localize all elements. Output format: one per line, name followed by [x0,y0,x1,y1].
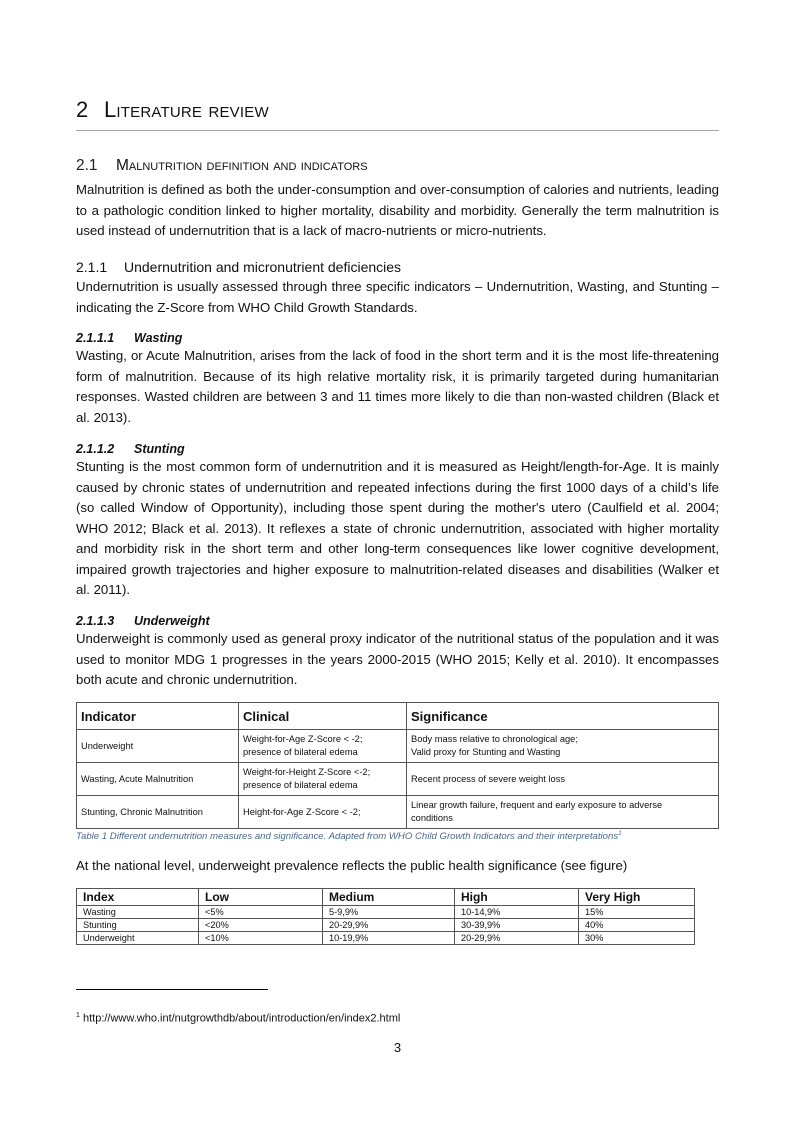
stunting-number: 2.1.1.2 [76,442,115,456]
table-header-cell: Low [199,889,323,906]
underweight-title: Underweight [134,614,210,628]
table-cell [407,763,719,796]
wasting-number: 2.1.1.1 [76,331,115,345]
underweight-paragraph: Underweight is commonly used as general proxy indicator of the nutritional status of the population and it was used to monitor MDG 1 progresses in the years 2000-2015 (WHO 2015; Kelly et al. 2010). It encompasses both acute and chronic undernutrition. [76,631,719,687]
caption-text: Table 1 Different undernutrition measures and significance. Adapted from WHO Child Growth Indicators and their interpretations [76,831,619,843]
wasting-heading [76,330,182,346]
cell-line: Weight-for-Height Z-Score <-2; [243,767,371,777]
section-heading [76,156,368,176]
table-header-cell: Medium [323,889,455,906]
table-row [77,906,695,919]
table-header-row [77,889,695,906]
table-cell: Wasting, Acute Malnutrition [77,763,239,796]
chapter-number: 2 [76,97,89,122]
table-cell: <20% [199,919,323,932]
table-cell: 40% [579,919,695,932]
table-header-cell: High [455,889,579,906]
table-cell: 10-19,9% [323,932,455,945]
cell-line: Recent process of severe weight loss [411,773,565,784]
stunting-heading [76,441,185,457]
table-cell [239,730,407,763]
prevalence-threshold-table [76,888,695,945]
cell-line: Valid proxy for Stunting and Wasting [411,747,561,757]
table-caption [76,830,622,842]
table-cell: Underweight [77,932,199,945]
table-cell: 15% [579,906,695,919]
page-number: 3 [393,1040,402,1055]
table-cell: 5-9,9% [323,906,455,919]
table-header-row [77,703,719,730]
wasting-paragraph: Wasting, or Acute Malnutrition, arises from the lack of food in the short term and it is the most life-threatening form of malnutrition. Because of its high relative mortality risk, it is primarily targeted during humanitarian responses. Wasted children are between 3 and 11 times more likely to die than non-wasted children (Black et al. 2013). [76,348,719,425]
undernutrition-paragraph: Undernutrition is usually assessed through three specific indicators – Undernutrition, Wasting, and Stunting – indicating the Z-Score from WHO Child Growth Standards. [76,279,719,315]
table-header-cell: Clinical [239,703,407,730]
table-cell: 30% [579,932,695,945]
table-header-cell: Indicator [77,703,239,730]
stunting-title: Stunting [134,442,185,456]
subsection-number: 2.1.1 [76,259,108,275]
table-row [77,763,719,796]
undernutrition-measures-table [76,702,719,829]
chapter-title: Literature review [104,97,269,122]
section-number: 2.1 [76,157,98,174]
section-title: Malnutrition definition and indicators [116,157,368,174]
table-header-cell: Very High [579,889,695,906]
cell-line: Height-for-Age Z-Score < -2; [243,806,361,817]
table-cell: 20-29,9% [323,919,455,932]
wasting-title: Wasting [134,331,183,345]
table-cell: Underweight [77,730,239,763]
cell-line: Body mass relative to chronological age; [411,734,578,744]
table-row [77,796,719,829]
stunting-paragraph: Stunting is the most common form of undernutrition and it is measured as Height/length-for-Age. It is mainly caused by chronic states of undernutrition and repeated infections during the first 1000 days of a child’s life (so called Window of Opportunity), including those spent during the mother's utero (Caulfield et al. 2004; WHO 2012; Black et al. 2013). It reflexes a state of chronic undernutrition, associated with higher mortality and morbidity risk in the short term and other long-term consequences like lower cognitive development, impaired growth trajectories and higher exposure to malnutrition-related diseases and disabilities (Walker et al. 2011). [76,459,719,597]
table-cell: 10-14,9% [455,906,579,919]
table-cell: Stunting [77,919,199,932]
table-header-cell: Index [77,889,199,906]
underweight-number: 2.1.1.3 [76,614,115,628]
footnote [76,1012,400,1025]
table-cell: <10% [199,932,323,945]
footnote-link[interactable]: http://www.who.int/nutgrowthdb/about/introduction/en/index2.html [82,1012,401,1025]
caption-footnote-ref: 1 [618,830,622,837]
cell-line: Weight-for-Age Z-Score < -2; [243,734,363,744]
table-row [77,932,695,945]
table-cell [407,730,719,763]
table-row [77,919,695,932]
table-header-cell: Significance [407,703,719,730]
intro-paragraph: Malnutrition is defined as both the under-consumption and over-consumption of calories and nutrients, leading to a pathologic condition linked to higher mortality, disability and morbidity. Generally the term malnutrition is used instead of undernutrition that is a lack of macro-nutrients or micro-nutrients. [76,182,719,238]
underweight-heading [76,613,210,629]
table-row [77,730,719,763]
table-cell: Wasting [77,906,199,919]
cell-line: Linear growth failure, frequent and early exposure to adverse [411,800,663,810]
subsection-title: Undernutrition and micronutrient deficiencies [124,259,402,275]
table-cell [407,796,719,829]
table-cell [239,763,407,796]
table-cell [239,796,407,829]
chapter-heading [76,96,719,131]
table-cell: Stunting, Chronic Malnutrition [77,796,239,829]
cell-line: presence of bilateral edema [243,780,358,790]
cell-line: conditions [411,813,453,823]
footnote-marker: 1 [76,1012,80,1019]
table-cell: <5% [199,906,323,919]
national-level-text: At the national level, underweight prevalence reflects the public health significance (see figure) [76,858,628,873]
table-cell: 30-39,9% [455,919,579,932]
subsection-heading [76,258,401,276]
cell-line: presence of bilateral edema [243,747,358,757]
table-cell: 20-29,9% [455,932,579,945]
footnote-divider [76,989,268,990]
